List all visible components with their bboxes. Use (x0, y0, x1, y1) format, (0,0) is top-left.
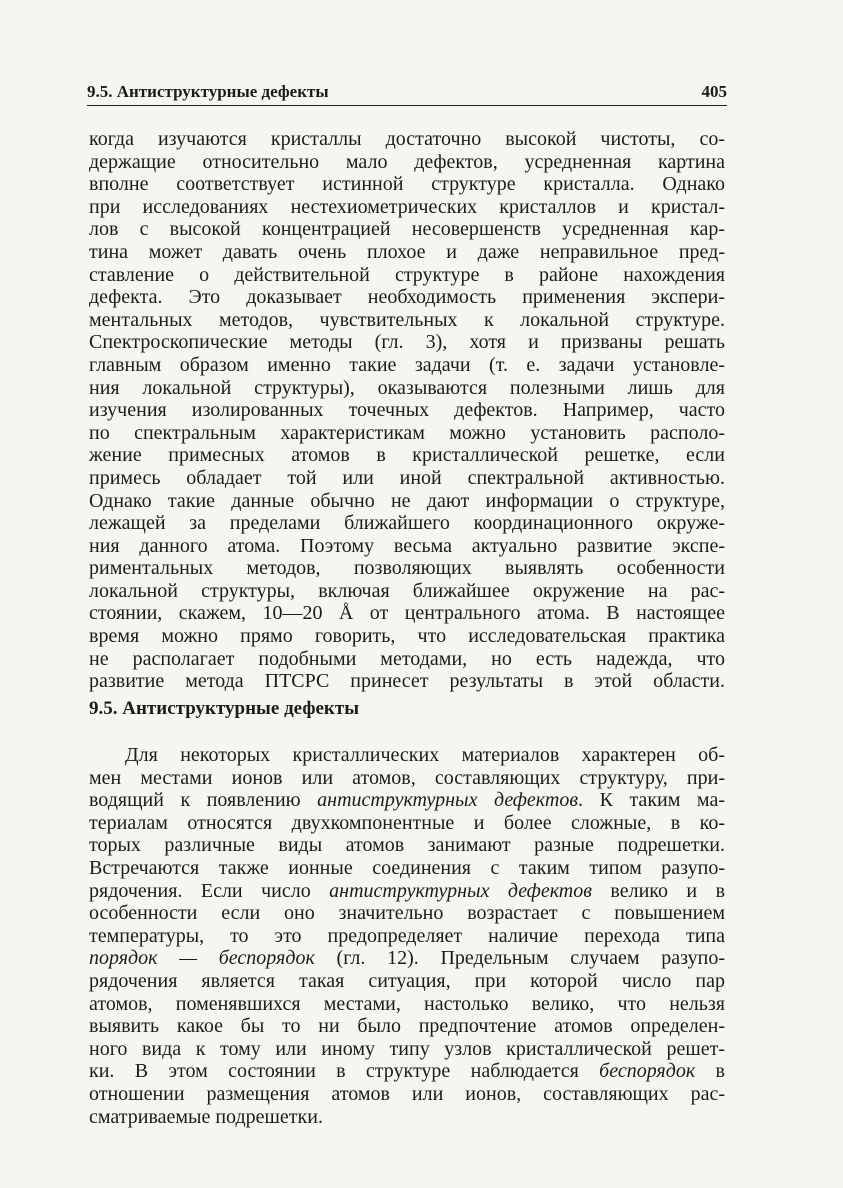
text-line: ния локальной структуры), оказываются полезными лишь для (89, 376, 725, 399)
text-line: время можно прямо говорить, что исследовательская практика (89, 625, 725, 648)
text-line: выявить какое бы то ни было предпочтение атомов определен- (89, 1015, 725, 1038)
header-rule (87, 105, 727, 106)
text-line: рядочения. Если число антиструктурных дефектов велико и в (89, 879, 726, 902)
text-line: жение примесных атомов в кристаллической решетке, если (89, 444, 725, 467)
page-number: 405 (701, 82, 727, 101)
text-line: когда изучаются кристаллы достаточно высокой чистоты, со- (89, 128, 725, 150)
text-line: дефекта. Это доказывает необходимость применения экспери- (89, 286, 725, 309)
text-line: Встречаются также ионные соединения с таким типом разупо- (89, 856, 725, 879)
text-line: ного вида к тому или иному типу узлов кристаллической решет- (89, 1037, 725, 1060)
text-line: тина может давать очень плохое и даже неправильное пред- (89, 240, 725, 263)
text-line: водящий к появлению антиструктурных дефектов. К таким ма- (89, 789, 725, 812)
text-line: ставление о действительной структуре в районе нахождения (89, 263, 725, 286)
text-line: особенности если оно значительно возрастает с повышением (89, 902, 725, 925)
paragraph-antistructure (89, 744, 725, 1128)
text-line: температуры, то это предопределяет наличие перехода типа (89, 924, 725, 947)
text-line: Для некоторых кристаллических материалов характерен об- (125, 744, 725, 766)
italic-term: антиструктурных дефектов (329, 879, 592, 902)
paragraph-continuation (89, 128, 725, 693)
text-line: риментальных методов, позволяющих выявлять особенности (89, 557, 725, 580)
italic-term: антиструктурных дефектов (317, 789, 579, 812)
running-head (87, 82, 727, 102)
text-line: Однако такие данные обычно не дают информации о структуре, (89, 489, 725, 512)
text-line: изучения изолированных точечных дефектов. Например, часто (89, 399, 725, 422)
text-line: развитие метода ПТСРС принесет результаты в этой области. (89, 670, 725, 693)
text-line: атомов, поменявшихся местами, настолько велико, что нельзя (89, 992, 725, 1015)
text-line: Спектроскопические методы (гл. 3), хотя и призваны решать (89, 331, 725, 354)
text-line: при исследованиях нестехиометрических кристаллов и кристал- (89, 195, 725, 218)
text-line: примесь обладает той или иной спектральной активностью. (89, 466, 725, 489)
text-line: сматриваемые подрешетки. (89, 1105, 323, 1128)
text-line: ментальных методов, чувствительных к локальной структуре. (89, 308, 725, 331)
running-head-section: 9.5. Антиструктурные дефекты (87, 82, 329, 101)
text-line: вполне соответствует истинной структуре кристалла. Однако (89, 173, 725, 196)
text-line: по спектральным характеристикам можно установить располо- (89, 421, 725, 444)
italic-term: беспорядок (599, 1060, 696, 1083)
text-line: рядочения является такая ситуация, при которой число пар (89, 969, 725, 992)
text-line: не располагает подобными методами, но есть надежда, что (89, 647, 725, 670)
text-line: териалам относятся двухкомпонентные и более сложные, в ко- (89, 811, 725, 834)
text-line: торых различные виды атомов занимают разные подрешетки. (89, 834, 725, 857)
text-line: стоянии, скажем, 10—20 Å от центрального атома. В настоящее (89, 602, 725, 625)
text-line: ния данного атома. Поэтому весьма актуально развитие экспе- (89, 534, 725, 557)
text-line: отношении размещения атомов или ионов, составляющих рас- (89, 1082, 725, 1105)
text-line: лов с высокой концентрацией несовершенств усредненная кар- (89, 218, 725, 241)
text-line: локальной структуры, включая ближайшее окружение на рас- (89, 579, 725, 602)
text-line: главным образом именно такие задачи (т. е. задачи установле- (89, 353, 725, 376)
section-heading: 9.5. Антиструктурные дефекты (89, 698, 360, 719)
italic-term: порядок — беспорядок (89, 947, 315, 970)
text-line: держащие относительно мало дефектов, усредненная картина (89, 150, 725, 173)
text-line: лежащей за пределами ближайшего координационного окруже- (89, 512, 725, 535)
text-line: ки. В этом состоянии в структуре наблюдается беспорядок в (89, 1060, 725, 1083)
text-line: порядок — беспорядок (гл. 12). Предельным случаем разупо- (89, 947, 726, 970)
text-line: мен местами ионов или атомов, составляющих структуру, при- (89, 766, 725, 789)
